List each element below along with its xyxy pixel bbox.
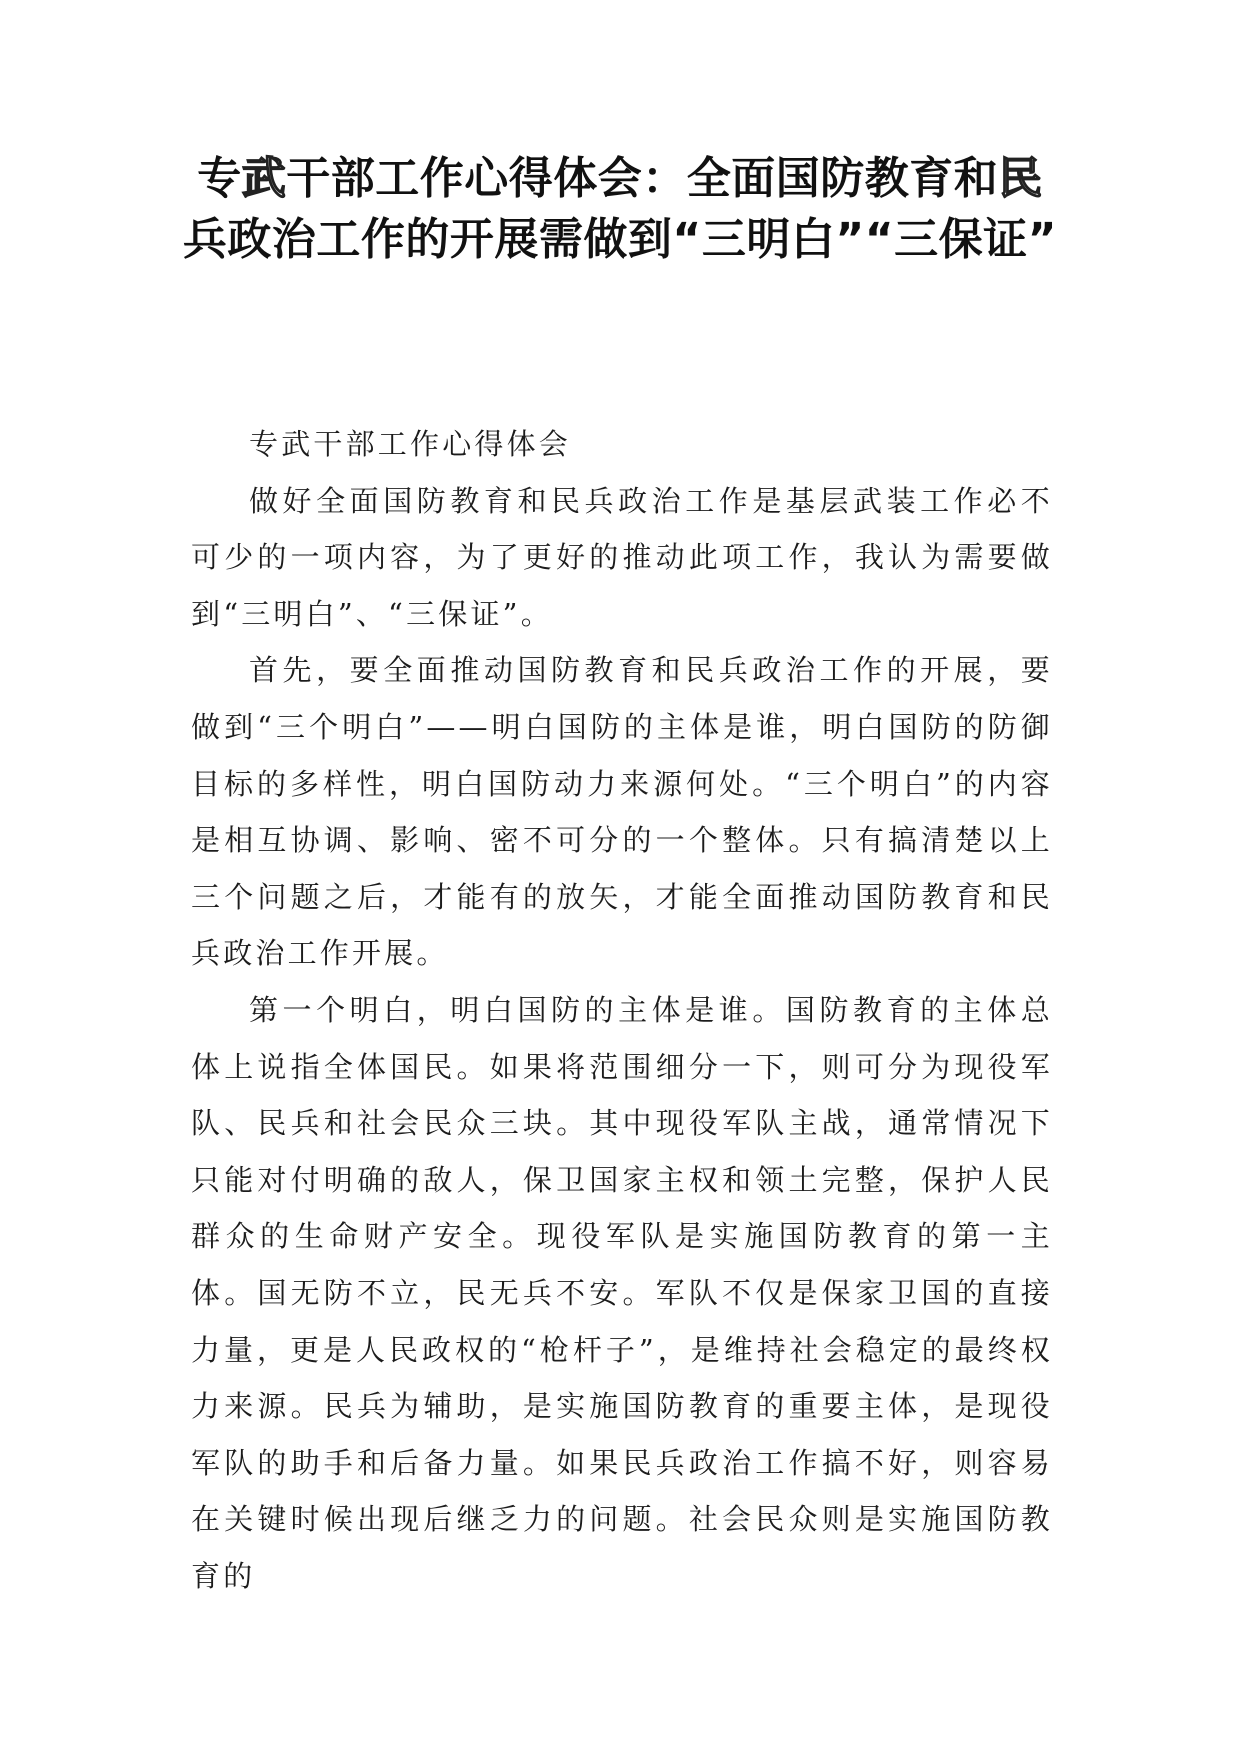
title-part: 专 bbox=[197, 153, 242, 204]
title-part-outlined: 武 bbox=[241, 153, 287, 204]
document-title bbox=[180, 148, 1060, 270]
title-part: 兵政治工作的开展需做到“三明白”“三保证” bbox=[182, 214, 1058, 265]
document-body bbox=[191, 416, 1053, 1604]
subtitle-paragraph: 专武干部工作心得体会 bbox=[249, 427, 572, 461]
body-paragraph: 做好全面国防教育和民兵政治工作是基层武装工作必不可少的一项内容，为了更好的推动此项工作，我认为需要做到“三明白”、“三保证”。 bbox=[191, 483, 1053, 631]
body-paragraph: 首先，要全面推动国防教育和民兵政治工作的开展，要做到“三个明白”——明白国防的主体是谁，明白国防的防御目标的多样性，明白国防动力来源何处。“三个明白”的内容是相互协调、影响、密不可分的一个整体。只有搞清楚以上三个问题之后，才能有的放矢，才能全面推动国防教育和民兵政治工作开展。 bbox=[191, 653, 1053, 971]
title-part: 干部工作心得体会：全面国防教育和 bbox=[286, 153, 999, 204]
title-part-outlined: 民 bbox=[998, 153, 1043, 204]
body-paragraph: 第一个明白，明白国防的主体是谁。国防教育的主体总体上说指全体国民。如果将范围细分一下，则可分为现役军队、民兵和社会民众三块。其中现役军队主战，通常情况下只能对付明确的敌人，保卫国家主权和领土完整，保护人民群众的生命财产安全。现役军队是实施国防教育的第一主体。国无防不立，民无兵不安。军队不仅是保家卫国的直接力量，更是人民政权的“枪杆子”，是维持社会稳定的最终权力来源。民兵为辅助，是实施国防教育的重要主体，是现役军队的助手和后备力量。如果民兵政治工作搞不好，则容易在关键时候出现后继乏力的问题。社会民众则是实施国防教育的 bbox=[191, 992, 1053, 1593]
